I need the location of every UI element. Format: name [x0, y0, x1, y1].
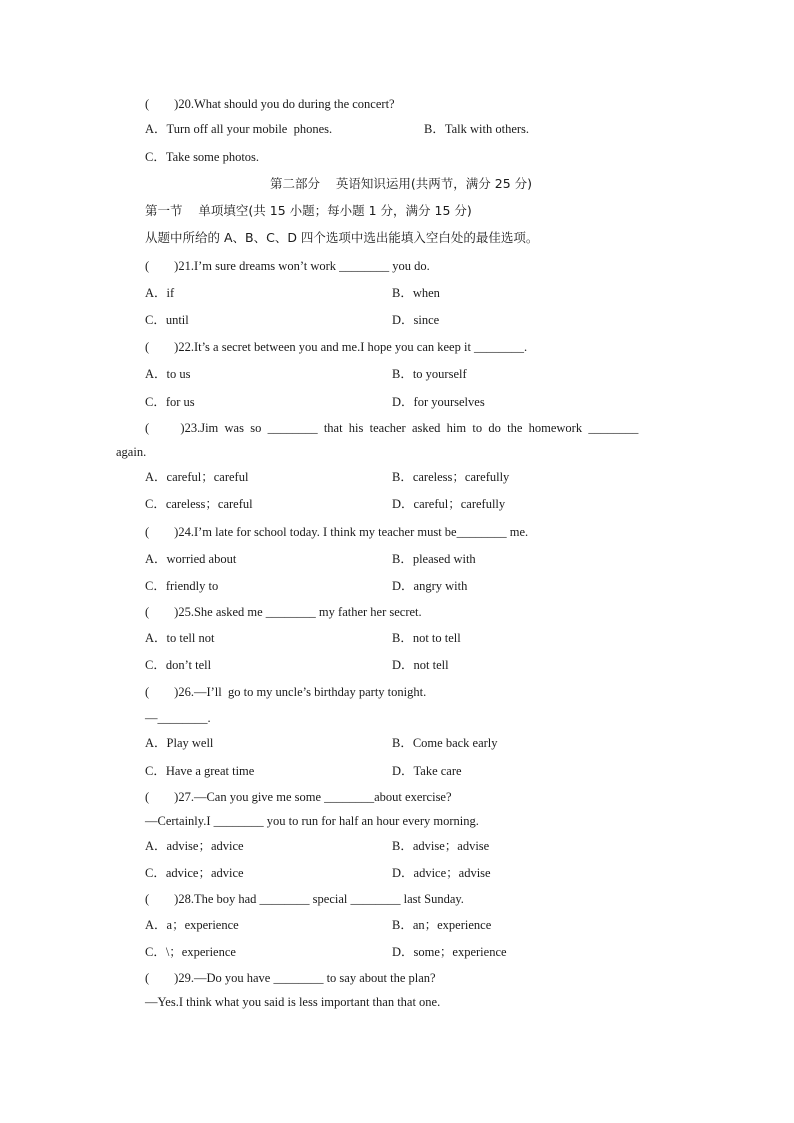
q24-option-a: A．worried about — [145, 552, 237, 566]
question-23-stem: ( )23.Jim was so ________ that his teacher asked him to do the homework ________ — [145, 421, 639, 435]
q21-option-c: C．until — [145, 313, 189, 327]
q25-option-b: B．not to tell — [392, 631, 461, 645]
q27-option-a: A．advise；advice — [145, 839, 244, 853]
q28-option-a: A．a；experience — [145, 918, 239, 932]
question-29-stem: ( )29.—Do you have ________ to say about the plan? — [145, 971, 436, 985]
q20-option-a: A．Turn off all your mobile phones. — [145, 122, 333, 136]
q22-option-d: D．for yourselves — [392, 395, 485, 409]
q22-option-b: B．to yourself — [392, 367, 467, 381]
question-21-stem: ( )21.I’m sure dreams won’t work ________ you do. — [145, 259, 430, 273]
q27-option-c: C．advice；advice — [145, 866, 244, 880]
q21-option-d: D．since — [392, 313, 440, 327]
q21-option-b: B．when — [392, 286, 440, 300]
q22-option-c: C．for us — [145, 395, 195, 409]
q27-option-d: D．advice；advise — [392, 866, 491, 880]
q26-option-a: A．Play well — [145, 736, 214, 750]
part-two-heading: 第二部分 英语知识运用(共两节，满分 25 分) — [270, 176, 533, 191]
question-29-reply: —Yes.I think what you said is less important than that one. — [145, 995, 441, 1009]
q25-option-a: A．to tell not — [145, 631, 215, 645]
question-24-stem: ( )24.I’m late for school today. I think my teacher must be________ me. — [145, 525, 529, 539]
question-26-reply: —________. — [145, 711, 211, 725]
q28-option-d: D．some；experience — [392, 945, 507, 959]
q20-option-b: B．Talk with others. — [424, 122, 530, 136]
question-27-stem: ( )27.—Can you give me some ________about exercise? — [145, 790, 452, 804]
q23-option-c: C．careless；careful — [145, 497, 253, 511]
question-26-stem: ( )26.—I’ll go to my uncle’s birthday party tonight. — [145, 685, 427, 699]
q24-option-d: D．angry with — [392, 579, 468, 593]
q23-option-b: B．careless；carefully — [392, 470, 510, 484]
question-20-stem: ( )20.What should you do during the concert? — [145, 97, 395, 111]
q20-option-c: C．Take some photos. — [145, 150, 260, 164]
q28-option-c: C．\；experience — [145, 945, 236, 959]
question-25-stem: ( )25.She asked me ________ my father her secret. — [145, 605, 422, 619]
question-27-reply: —Certainly.I ________ you to run for half an hour every morning. — [145, 814, 479, 828]
q22-option-a: A．to us — [145, 367, 191, 381]
q25-option-d: D．not tell — [392, 658, 449, 672]
q23-option-d: D．careful；carefully — [392, 497, 506, 511]
q24-option-c: C．friendly to — [145, 579, 219, 593]
q26-option-b: B．Come back early — [392, 736, 498, 750]
q21-option-a: A．if — [145, 286, 175, 300]
q26-option-c: C．Have a great time — [145, 764, 255, 778]
q24-option-b: B．pleased with — [392, 552, 476, 566]
q28-option-b: B．an；experience — [392, 918, 492, 932]
section-instructions: 从题中所给的 A、B、C、D 四个选项中选出能填入空白处的最佳选项。 — [145, 230, 539, 245]
q25-option-c: C．don’t tell — [145, 658, 212, 672]
q23-option-a: A．careful；careful — [145, 470, 249, 484]
q26-option-d: D．Take care — [392, 764, 462, 778]
section-one-heading: 第一节 单项填空(共 15 小题；每小题 1 分，满分 15 分) — [145, 203, 472, 218]
question-23-stem-cont: again. — [116, 445, 147, 459]
q27-option-b: B．advise；advise — [392, 839, 490, 853]
question-22-stem: ( )22.It’s a secret between you and me.I hope you can keep it ________. — [145, 340, 528, 354]
question-28-stem: ( )28.The boy had ________ special ________ last Sunday. — [145, 892, 464, 906]
